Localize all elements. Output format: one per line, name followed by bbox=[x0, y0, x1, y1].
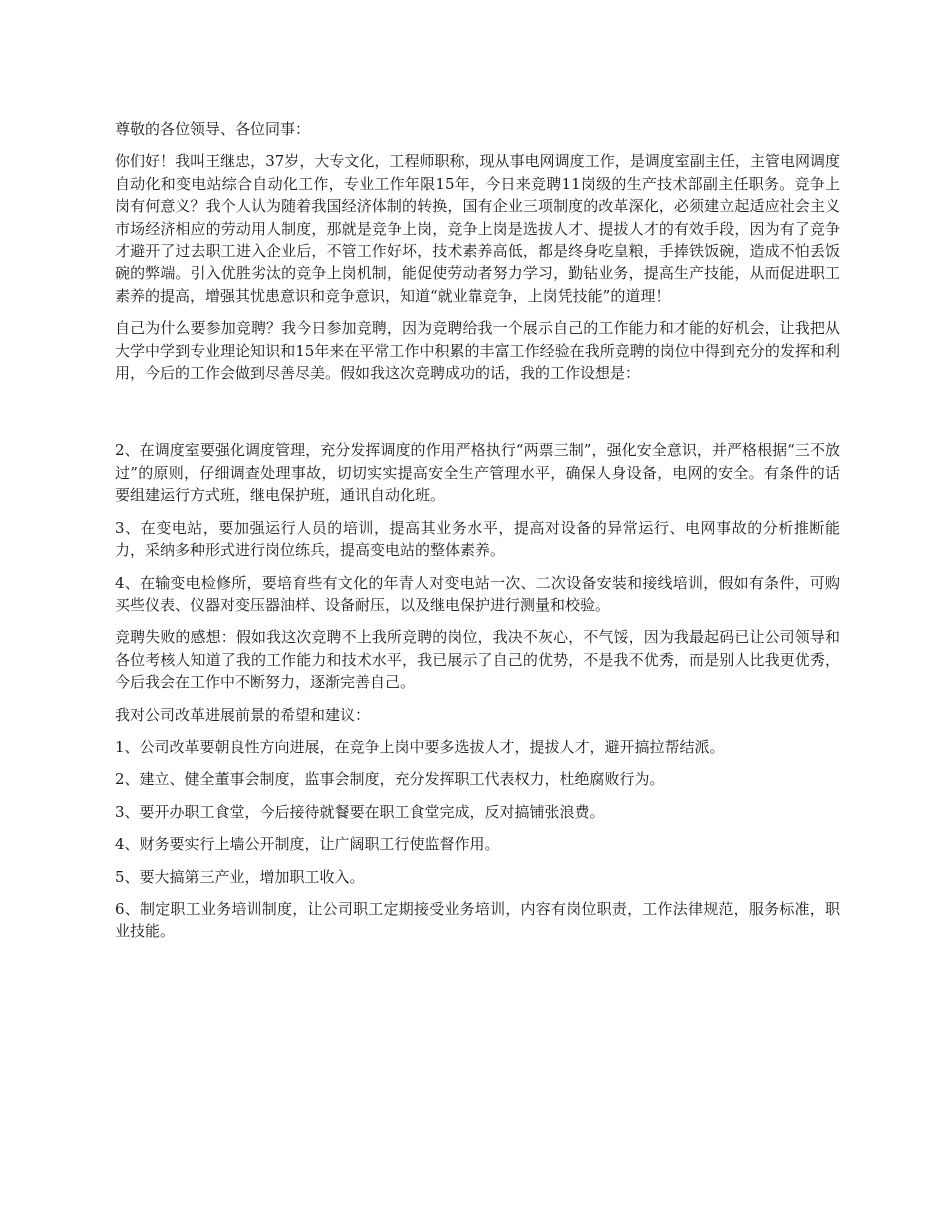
suggestion-item-3: 3、要开办职工食堂，今后接待就餐要在职工食堂完成，反对搞铺张浪费。 bbox=[115, 802, 605, 821]
suggestion-item-2: 2、建立、健全董事会制度，监事会制度，充分发挥职工代表权力，杜绝腐败行为。 bbox=[115, 770, 665, 789]
failure-paragraph: 竞聘失败的感想：假如我这次竞聘不上我所竞聘的岗位，我决不灰心，不气馁，因为我最起码已让公司领导和各位考核人知道了我的工作能力和技术水平，我已展示了自己的优势，不是我不优秀，而是别人比我更优秀，今后我会在工作中不断努力，逐渐完善自己。 bbox=[115, 628, 840, 692]
suggestion-item-1: 1、公司改革要朝良性方向进展，在竞争上岗中要多选拔人才，提拔人才，避开搞拉帮结派。 bbox=[115, 737, 725, 756]
plan-item-3: 3、在变电站，要加强运行人员的培训，提高其业务水平，提高对设备的异常运行、电网事故的分析推断能力，采纳多种形式进行岗位练兵，提高变电站的整体素养。 bbox=[115, 518, 840, 560]
document-page bbox=[115, 118, 840, 953]
suggestions-heading: 我对公司改革进展前景的希望和建议： bbox=[115, 705, 371, 724]
suggestion-item-4: 4、财务要实行上墙公开制度，让广阔职工行使监督作用。 bbox=[115, 835, 500, 854]
plan-item-4: 4、在输变电检修所，要培育些有文化的年青人对变电站一次、二次设备安装和接线培训，假如有条件，可购买些仪表、仪器对变压器油样、设备耐压，以及继电保护进行测量和校验。 bbox=[115, 573, 840, 614]
suggestion-item-5: 5、要大搞第三产业，增加职工收入。 bbox=[115, 867, 365, 886]
why-paragraph: 自己为什么要参加竞聘？我今日参加竞聘，因为竞聘给我一个展示自己的工作能力和才能的好机会，让我把从大学中学到专业理论知识和15年来在平常工作中积累的丰富工作经验在我所竞聘的岗位中得到充分的发挥和利用，今后的工作会做到尽善尽美。假如我这次竞聘成功的话，我的工作设想是： bbox=[115, 319, 840, 383]
plan-item-2: 2、在调度室要强化调度管理，充分发挥调度的作用严格执行“两票三制”，强化安全意识，并严格根据“三不放过”的原则，仔细调查处理事故，切切实实提高安全生产管理水平，确保人身设备，电网的安全。有条件的话要组建运行方式班，继电保护班，通讯自动化班。 bbox=[115, 441, 840, 505]
intro-paragraph: 你们好！我叫王继忠，37岁，大专文化，工程师职称，现从事电网调度工作，是调度室副主任，主管电网调度自动化和变电站综合自动化工作，专业工作年限15年，今日来竞聘11岗级的生产技术部副主任职务。竞争上岗有何意义？我个人认为随着我国经济体制的转换，国有企业三项制度的改革深化，必须建立起适应社会主义市场经济相应的劳动用人制度，那就是竞争上岗，竞争上岗是选拔人才、提拔人才的有效手段，因为有了竞争才避开了过去职工进入企业后，不管工作好坏，技术素养高低，都是终身吃皇粮，手捧铁饭碗，造成不怕丢饭碗的弊端。引入优胜劣汰的竞争上岗机制，能促使劳动者努力学习，勤钻业务，提高生产技能，从而促进职工素养的提高，增强其忧患意识和竞争意识，知道“就业靠竞争，上岗凭技能”的道理！ bbox=[115, 152, 840, 305]
suggestion-item-6: 6、制定职工业务培训制度，让公司职工定期接受业务培训，内容有岗位职责，工作法律规范，服务标准，职业技能。 bbox=[115, 899, 840, 941]
salutation: 尊敬的各位领导、各位同事： bbox=[115, 120, 311, 138]
blank-gap bbox=[115, 394, 840, 439]
